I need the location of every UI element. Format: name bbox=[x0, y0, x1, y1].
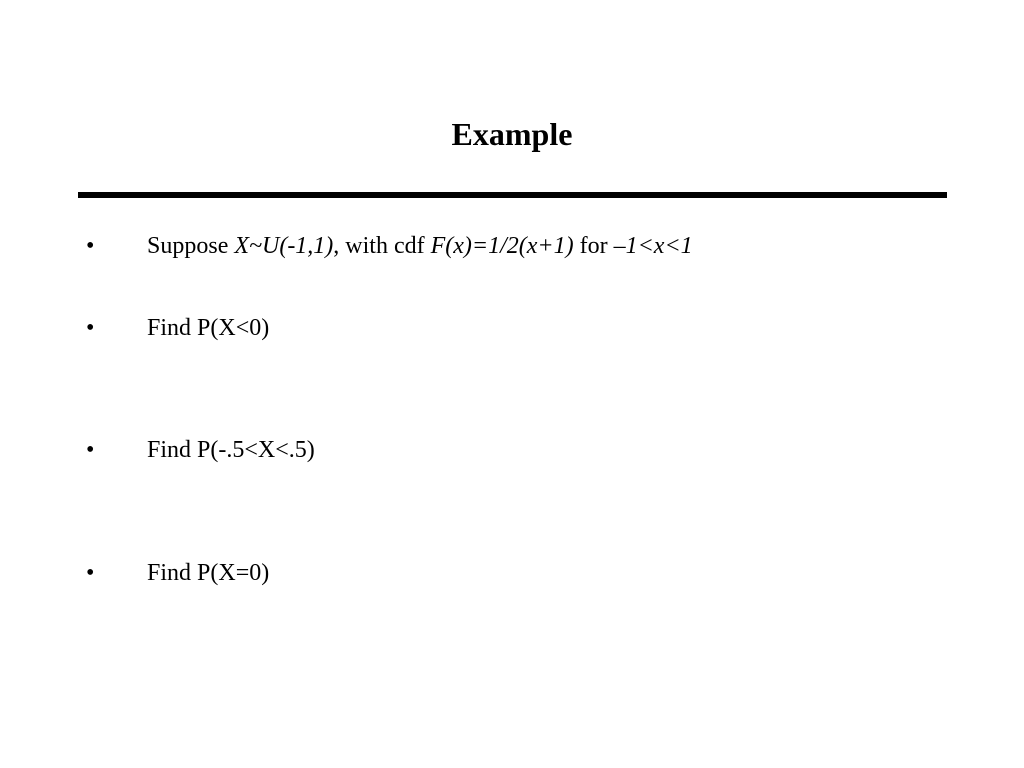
bullet-text-part: , with cdf bbox=[333, 233, 431, 259]
title-divider bbox=[78, 192, 947, 198]
bullet-text-part: X~U(-1,1) bbox=[234, 233, 334, 259]
bullet-text-part: –1<x<1 bbox=[613, 233, 693, 259]
slide-title: Example bbox=[451, 116, 573, 152]
bullet-text-part: Find P(-.5<X<.5) bbox=[147, 437, 315, 463]
bullet-item-2 bbox=[86, 312, 269, 344]
bullet-icon: • bbox=[86, 437, 95, 463]
bullet-item-1 bbox=[86, 230, 693, 262]
bullet-item-4 bbox=[86, 557, 269, 589]
bullet-icon: • bbox=[86, 315, 95, 341]
bullet-icon: • bbox=[86, 233, 95, 259]
bullet-text-part: Find P(X<0) bbox=[147, 315, 270, 341]
bullet-icon: • bbox=[86, 560, 95, 586]
bullet-text-part: for bbox=[573, 233, 614, 259]
bullet-text-part: Find P(X=0) bbox=[147, 560, 270, 586]
bullet-item-3 bbox=[86, 434, 315, 466]
bullet-text-part: Suppose bbox=[147, 233, 235, 259]
bullet-text-part: F(x)=1/2(x+1) bbox=[430, 233, 574, 259]
